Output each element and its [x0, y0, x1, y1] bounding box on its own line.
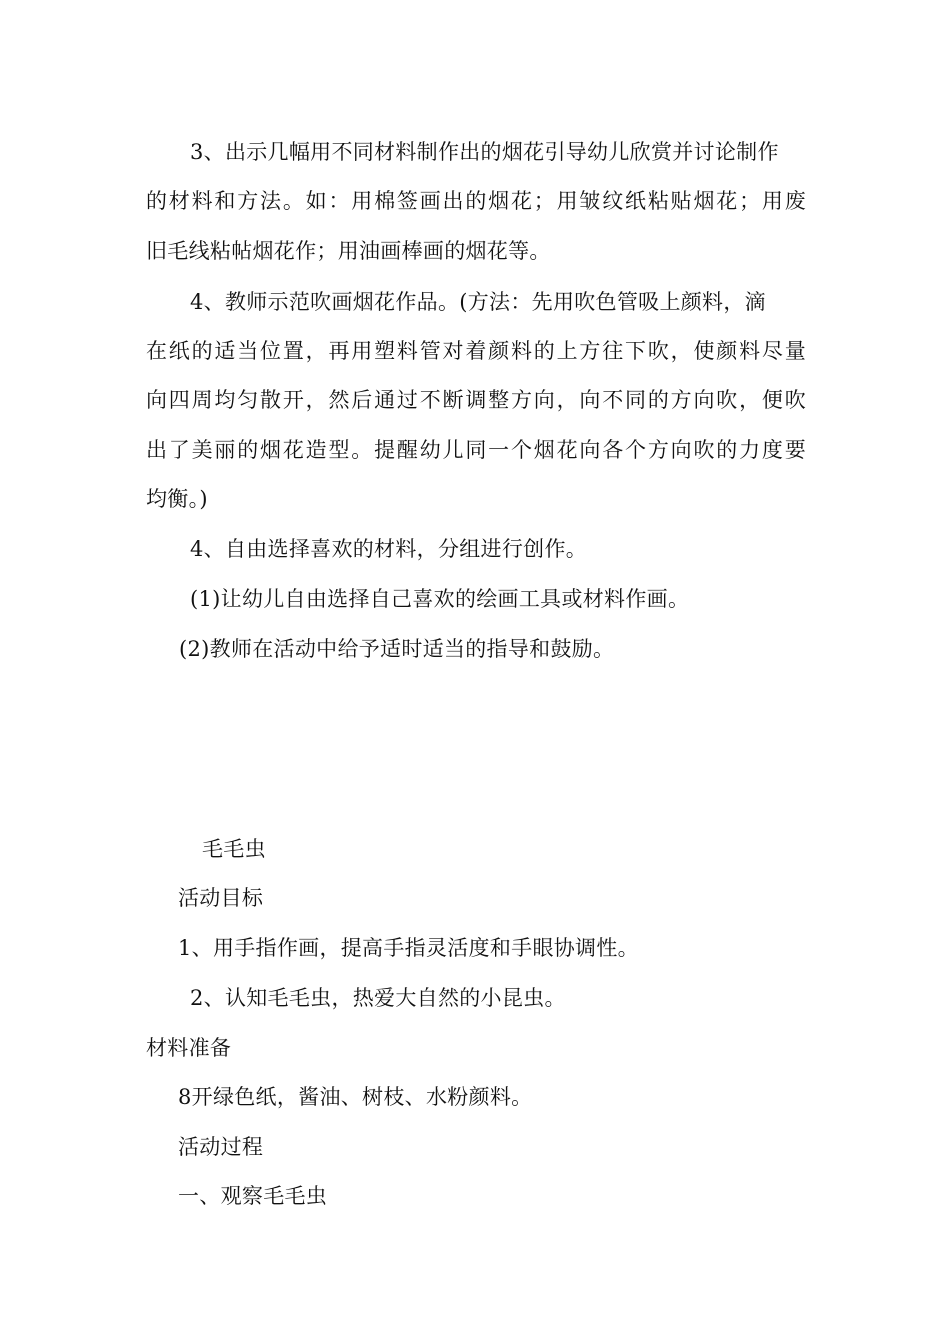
list-item: 1、用手指作画，提高手指灵活度和手眼协调性。 [178, 936, 639, 960]
paragraph-line: 向四周均匀散开，然后通过不断调整方向，向不同的方向吹，便吹 [146, 388, 806, 412]
paragraph-line: 4、自由选择喜欢的材料，分组进行创作。 [190, 537, 588, 561]
paragraph-line: 3、出示几幅用不同材料制作出的烟花引导幼儿欣赏并讨论制作 [190, 140, 779, 164]
paragraph-line: 旧毛线粘帖烟花作；用油画棒画的烟花等。 [146, 239, 551, 263]
paragraph-line: (2)教师在活动中给予适时适当的指导和鼓励。 [179, 637, 615, 661]
list-item: 2、认知毛毛虫，热爱大自然的小昆虫。 [190, 986, 566, 1010]
paragraph-line: 4、教师示范吹画烟花作品。(方法：先用吹色管吸上颜料，滴 [190, 290, 766, 314]
paragraph-line: 出了美丽的烟花造型。提醒幼儿同一个烟花向各个方向吹的力度要 [146, 438, 806, 462]
paragraph-line: 在纸的适当位置，再用塑料管对着颜料的上方往下吹，使颜料尽量 [146, 339, 806, 363]
section-heading: 活动目标 [178, 886, 264, 910]
paragraph-line: 8开绿色纸，酱油、树枝、水粉颜料。 [178, 1085, 533, 1109]
paragraph-line: (1)让幼儿自由选择自己喜欢的绘画工具或材料作画。 [190, 587, 690, 611]
paragraph-line: 的材料和方法。如：用棉签画出的烟花；用皱纹纸粘贴烟花；用废 [146, 189, 806, 213]
paragraph-line: 均衡。) [146, 487, 208, 511]
section-title: 毛毛虫 [202, 837, 266, 861]
list-item: 一、观察毛毛虫 [178, 1184, 328, 1208]
section-heading: 活动过程 [178, 1135, 264, 1159]
section-heading: 材料准备 [146, 1036, 232, 1060]
